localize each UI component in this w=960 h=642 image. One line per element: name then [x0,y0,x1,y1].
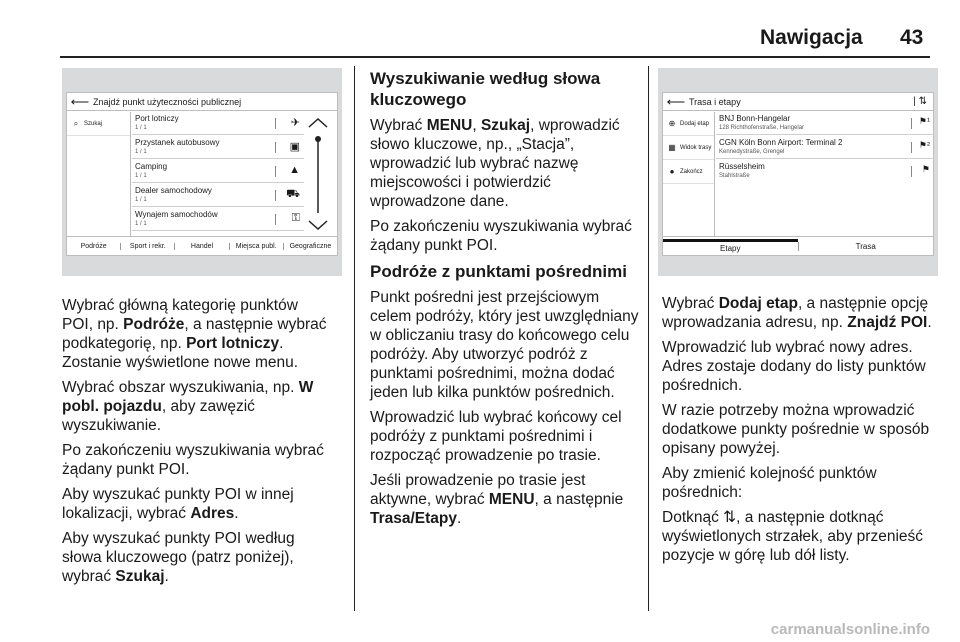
item-count: 1 / 1 [135,221,147,227]
screen-title: Trasa i etapy [689,96,741,107]
sidebar-item-search[interactable] [67,112,130,136]
divider [275,214,276,225]
car-icon: ⛟ [286,188,300,200]
list-item[interactable] [132,160,304,183]
paragraph: Aby wyszukać punkty POI w innej lokalizacji, wybrać Adres. [62,486,294,522]
tab-travel[interactable]: Podróże [80,242,107,250]
paragraph: W razie potrzeby można wprowadzić dodatkowe punkty pośrednie w sposób opisany powyżej. [662,402,930,457]
paragraph: Wybrać Dodaj etap, a następnie opcję wprowadzania adresu, np. Znajdź POI. [662,295,932,331]
search-icon: ⌕ [73,118,79,128]
back-arrow-icon[interactable]: ⟵ [666,93,686,109]
page-footer [0,616,960,638]
list-item[interactable] [132,136,304,159]
screenshot-route-stops [658,68,938,276]
route-tabs [663,236,933,255]
item-name: Dealer samochodowy [135,186,212,195]
paragraph: Wprowadzić lub wybrać nowy adres. Adres zostaje dodany do listy punktów pośrednich. [662,339,926,394]
divider [911,142,912,153]
category-tabs [67,236,337,255]
chevron-down-icon [309,221,327,229]
item-name: Camping [135,162,168,171]
stop-name: BNJ Bonn-Hangelar [719,114,791,123]
chevron-up-icon [309,119,327,127]
sidebar-item-end[interactable] [663,160,714,184]
tab-route[interactable]: Trasa [798,242,934,251]
paragraph: Jeśli prowadzenie po trasie jest aktywne, wybrać MENU, a następnie Trasa/Etapy. [370,472,624,527]
paragraph: Wybrać główną kategorię punktów POI, np. Podróże, a następnie wybrać podkategorię, np. Port lotniczy. Zostanie wyświetlone nowe menu. [62,297,327,371]
list-item[interactable] [716,160,934,183]
list-item[interactable] [716,112,934,135]
page-number: 43 [900,26,924,49]
page-title: Nawigacja [760,26,863,49]
infotainment-screen [66,92,338,256]
stop-icon: ● [669,167,675,176]
divider [275,142,276,153]
tab-sport[interactable]: Sport i rekr. [120,243,174,250]
infotainment-screen [662,92,934,256]
screenshot-poi-categories [62,68,342,276]
tab-stops[interactable]: Etapy [663,239,798,253]
item-count: 1 / 1 [135,125,147,131]
car-rental-icon: ⚿ [291,212,300,224]
paragraph: Dotknąć ⇅, a następnie dotknąć wyświetlonych strzałek, aby przenieść pozycje w górę lub dół listy. [662,509,924,564]
list-scroller[interactable] [305,117,331,233]
paragraph: Punkt pośredni jest przejściowym celem podróży, który jest uwzględniany w obliczaniu trasy do końcowego celu podróży. Aby utworzyć podróż z punktami pośrednimi, można dodać jeden lub kilka punktów pośrednich. [370,289,639,401]
add-stop-icon: ⊕ [668,119,676,128]
paragraph: Po zakończeniu wyszukiwania wybrać żądany punkt POI. [370,218,632,254]
list-item[interactable] [132,112,304,135]
sidebar-item-route-view[interactable] [663,136,714,160]
column-1-text [62,296,332,592]
back-arrow-icon[interactable]: ⟵ [70,93,90,109]
tab-geographic[interactable]: Geograficzne [283,243,337,250]
column-3-text [662,294,932,571]
column-2-text [370,66,640,534]
item-name: Port lotniczy [135,114,179,123]
item-count: 1 / 1 [135,149,147,155]
screen-sidebar [663,112,715,236]
watermark: carmanualsonline.info [770,621,930,638]
paragraph: Wybrać obszar wyszukiwania, np. W pobl. pojazdu, aby zawęzić wyszukiwanie. [62,379,314,434]
column-divider [354,66,355,611]
divider [275,118,276,129]
page-header [0,0,960,60]
divider [275,166,276,177]
paragraph: Wybrać MENU, Szukaj, wprowadzić słowo kluczowe, np., „Stacja”, wprowadzić lub wybrać nazwę miejscowości i potwierdzić wprowadzone dane. [370,117,620,210]
stop-name: Rüsselsheim [719,162,765,171]
item-name: Wynajem samochodów [135,210,218,219]
airplane-icon: ✈ [290,117,300,129]
section-heading: Wyszukiwanie według słowa kluczowego [370,69,601,109]
stop-address: Kennedystraße, Grengel [719,149,785,155]
sidebar-item-label: Dodaj etap [680,120,710,127]
reorder-icon[interactable]: | ⇅ [913,96,927,107]
bus-icon: ▣ [289,141,300,153]
sidebar-item-label: Szukaj [84,120,103,127]
tab-shopping[interactable]: Handel [174,243,228,250]
item-count: 1 / 1 [135,197,147,203]
list-item[interactable] [132,208,304,231]
divider [911,166,912,177]
stop-name: CGN Köln Bonn Airport: Terminal 2 [719,138,843,147]
list-item[interactable] [716,136,934,159]
column-divider [648,66,649,611]
waypoint-2-icon: ⚑² [918,140,930,150]
screen-header [663,93,933,111]
stop-address: 128 Richthofenstraße, Hangelar [719,125,805,131]
paragraph: Aby zmienić kolejność punktów pośrednich: [662,465,877,501]
item-name: Przystanek autobusowy [135,138,220,147]
tent-icon: ▲ [289,164,300,176]
section-heading: Podróże z punktami pośrednimi [370,262,627,281]
paragraph: Po zakończeniu wyszukiwania wybrać żądany punkt POI. [62,442,324,478]
list-item[interactable] [132,184,304,207]
waypoint-1-icon: ⚑¹ [918,116,930,126]
map-icon: ▦ [668,143,676,152]
header-rule [60,56,930,58]
tab-public-places[interactable]: Miejsca publ. [229,243,283,250]
sidebar-item-label: Zakończ [680,168,703,175]
paragraph: Wprowadzić lub wybrać końcowy cel podróży z punktami pośrednimi i rozpocząć prowadzenie po trasie. [370,409,622,464]
screen-sidebar [67,112,131,236]
screen-header [67,93,337,111]
divider [911,118,912,129]
destination-flag-icon: ⚑ [921,164,930,174]
paragraph: Aby wyszukać punkty POI według słowa kluczowego (patrz poniżej), wybrać Szukaj. [62,530,295,585]
sidebar-item-label: Widok trasy [680,144,712,151]
stop-address: Stahlstraße [719,173,750,179]
sidebar-item-add-stop[interactable] [663,112,714,136]
screen-title: Znajdź punkt użyteczności publicznej [93,96,242,107]
item-count: 1 / 1 [135,173,147,179]
divider [275,190,276,201]
